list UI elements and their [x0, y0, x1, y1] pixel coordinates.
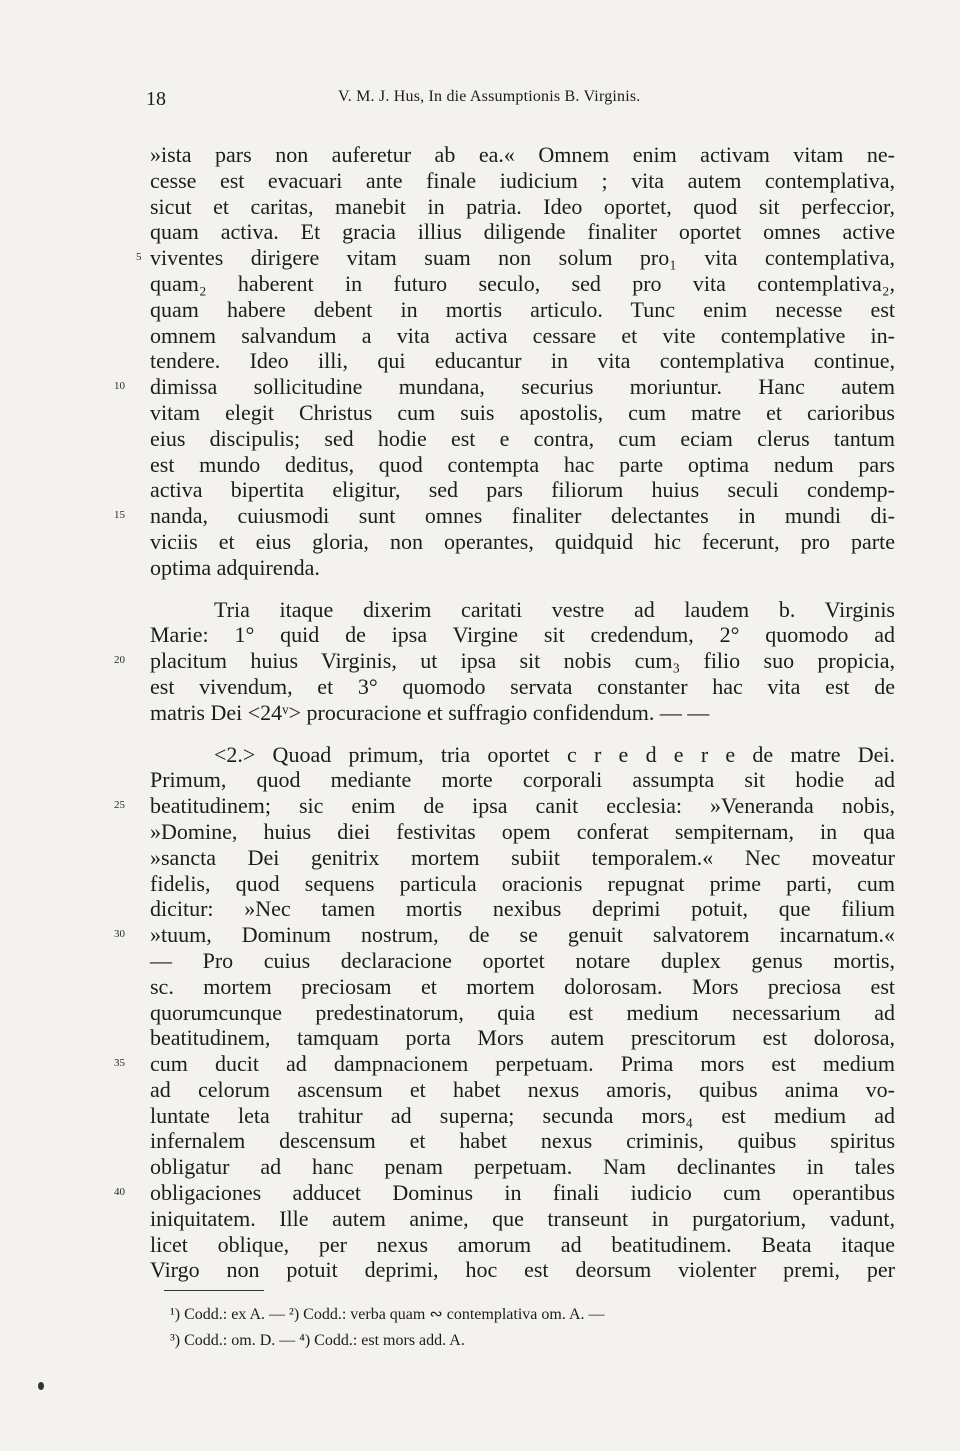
ink-spot: [38, 1382, 44, 1390]
text-line-content: obligaciones adducet Dominus in finali iudicio cum operantibus: [150, 1180, 895, 1206]
text-line: est vivendum, et 3° quomodo servata constanter hac vita est de: [150, 673, 895, 699]
section-heading-line: <2.> Quoad primum, tria oportet c r e d e r e de matre Dei.: [214, 741, 895, 767]
body-text: [114, 142, 895, 1283]
text-line: viciis et eius gloria, non operantes, quidquid hic fecerunt, pro parte: [150, 528, 895, 554]
line-number: 25: [114, 799, 125, 812]
text-line: »ista pars non auferetur ab ea.« Omnem enim activam vitam ne-: [150, 142, 895, 167]
line-number: 10: [114, 380, 125, 393]
footnote-divider: [164, 1290, 264, 1291]
text-line-content: dimissa sollicitudine mundana, securius moriuntur. Hanc autem: [150, 374, 895, 400]
text-line: beatitudinem, tamquam porta Mors autem prescitorum est dolorosa,: [150, 1025, 895, 1051]
text-line-numbered: [114, 1051, 895, 1077]
text-line-content: cum ducit ad dampnacionem perpetuam. Prima mors est medium: [150, 1051, 895, 1077]
text-line: quam activa. Et gracia illius diligende finaliter oportet omnes active: [150, 219, 895, 245]
text-line: eius discipulis; sed hodie est e contra, cum eciam clerus tantum: [150, 425, 895, 451]
text-line: tendere. Ideo illi, qui educantur in vita contemplativa continue,: [150, 348, 895, 374]
paragraph-start: Tria itaque dixerim caritati vestre ad laudem b. Virginis: [214, 596, 895, 622]
text-line-content: nanda, cuiusmodi sunt omnes finaliter delectantes in mundi di-: [150, 503, 895, 529]
text-line-numbered: [114, 922, 895, 948]
text-line-numbered: [114, 1180, 895, 1206]
line-number: 30: [114, 928, 125, 941]
page-number: 18: [146, 88, 166, 110]
text-line-numbered: [114, 648, 895, 674]
text-line: quorumcunque predestinatorum, quia est medium necessarium ad: [150, 999, 895, 1025]
line-number: 35: [114, 1057, 125, 1070]
text-line: iniquitatem. Ille autem anime, que transeunt in purgatorium, vadunt,: [150, 1205, 895, 1231]
text-line: matris Dei <24ᵛ> procuracione et suffragio confidendum. — —: [150, 699, 710, 725]
text-line: infernalem descensum et habet nexus criminis, quibus spiritus: [150, 1128, 895, 1154]
text-line-numbered: [114, 503, 895, 529]
text-line: cesse est evacuari ante finale iudicium ; vita autem contemplativa,: [150, 167, 895, 193]
text-line: Virgo non potuit deprimi, hoc est deorsum violenter premi, per: [150, 1257, 895, 1283]
text-line: sc. mortem preciosam et mortem dolorosam. Mors preciosa est: [150, 973, 895, 999]
text-line-content: beatitudinem; sic enim de ipsa canit ecclesia: »Veneranda nobis,: [150, 793, 895, 819]
footnotes: [170, 1302, 895, 1354]
text-line-content: placitum huius Virginis, ut ipsa sit nobis cum₃ filio suo propicia,: [150, 648, 895, 674]
line-number: 40: [114, 1186, 125, 1199]
footnote-line: ³) Codd.: om. D. — ⁴) Codd.: est mors add. A.: [170, 1332, 465, 1349]
page-header: [146, 84, 766, 114]
text-line: obligatur ad hanc penam perpetuam. Nam declinantes in tales: [150, 1154, 895, 1180]
text-line-content: »tuum, Dominum nostrum, de se genuit salvatorem incarnatum.«: [150, 922, 895, 948]
text-line-content: viventes dirigere vitam suam non solum pro₁ vita contemplativa,: [150, 245, 895, 271]
text-line: quam habere debent in mortis articulo. Tunc enim necesse est: [150, 296, 895, 322]
text-line: sicut et caritas, manebit in patria. Ideo oportet, quod sit perfeccior,: [150, 193, 895, 219]
line-number: 5: [136, 251, 142, 264]
running-title: V. M. J. Hus, In die Assumptionis B. Virginis.: [338, 88, 641, 105]
text-line: »Domine, huius diei festivitas opem conferat sempiternam, in qua: [150, 818, 895, 844]
text-line: dicitur: »Nec tamen mortis nexibus deprimi potuit, que filium: [150, 896, 895, 922]
text-line: — Pro cuius declaracione oportet notare duplex genus mortis,: [150, 947, 895, 973]
footnote-line: ¹) Codd.: ex A. — ²) Codd.: verba quam ∾ contemplativa om. A. —: [170, 1306, 605, 1323]
text-line-numbered: [136, 245, 895, 271]
line-number: 15: [114, 509, 125, 522]
text-line-numbered: [114, 793, 895, 819]
text-line: ad celorum ascensum et habet nexus amoris, quibus anima vo-: [150, 1076, 895, 1102]
line-number: 20: [114, 654, 125, 667]
text-line: Marie: 1° quid de ipsa Virgine sit credendum, 2° quomodo ad: [150, 622, 895, 648]
text-line-numbered: [114, 374, 895, 400]
text-line: omnem salvandum a vita activa cessare et vite contemplative in-: [150, 322, 895, 348]
text-line: quam₂ haberent in futuro seculo, sed pro vita contemplativa₂,: [150, 270, 895, 296]
text-line: optima adquirenda.: [150, 554, 320, 580]
text-line: fidelis, quod sequens particula oracionis repugnat prime parti, cum: [150, 870, 895, 896]
text-line: Primum, quod mediante morte corporali assumpta sit hodie ad: [150, 767, 895, 793]
text-line: activa bipertita eligitur, sed pars filiorum huius seculi condemp-: [150, 477, 895, 503]
text-line: est mundo deditus, quod contempta hac parte optima nedum pars: [150, 451, 895, 477]
text-line: »sancta Dei genitrix mortem subiit temporalem.« Nec moveatur: [150, 844, 895, 870]
text-line: luntate leta trahitur ad superna; secunda mors₄ est medium ad: [150, 1102, 895, 1128]
text-line: vitam elegit Christus cum suis apostolis, cum matre et carioribus: [150, 399, 895, 425]
text-line: licet oblique, per nexus amorum ad beatitudinem. Beata itaque: [150, 1231, 895, 1257]
